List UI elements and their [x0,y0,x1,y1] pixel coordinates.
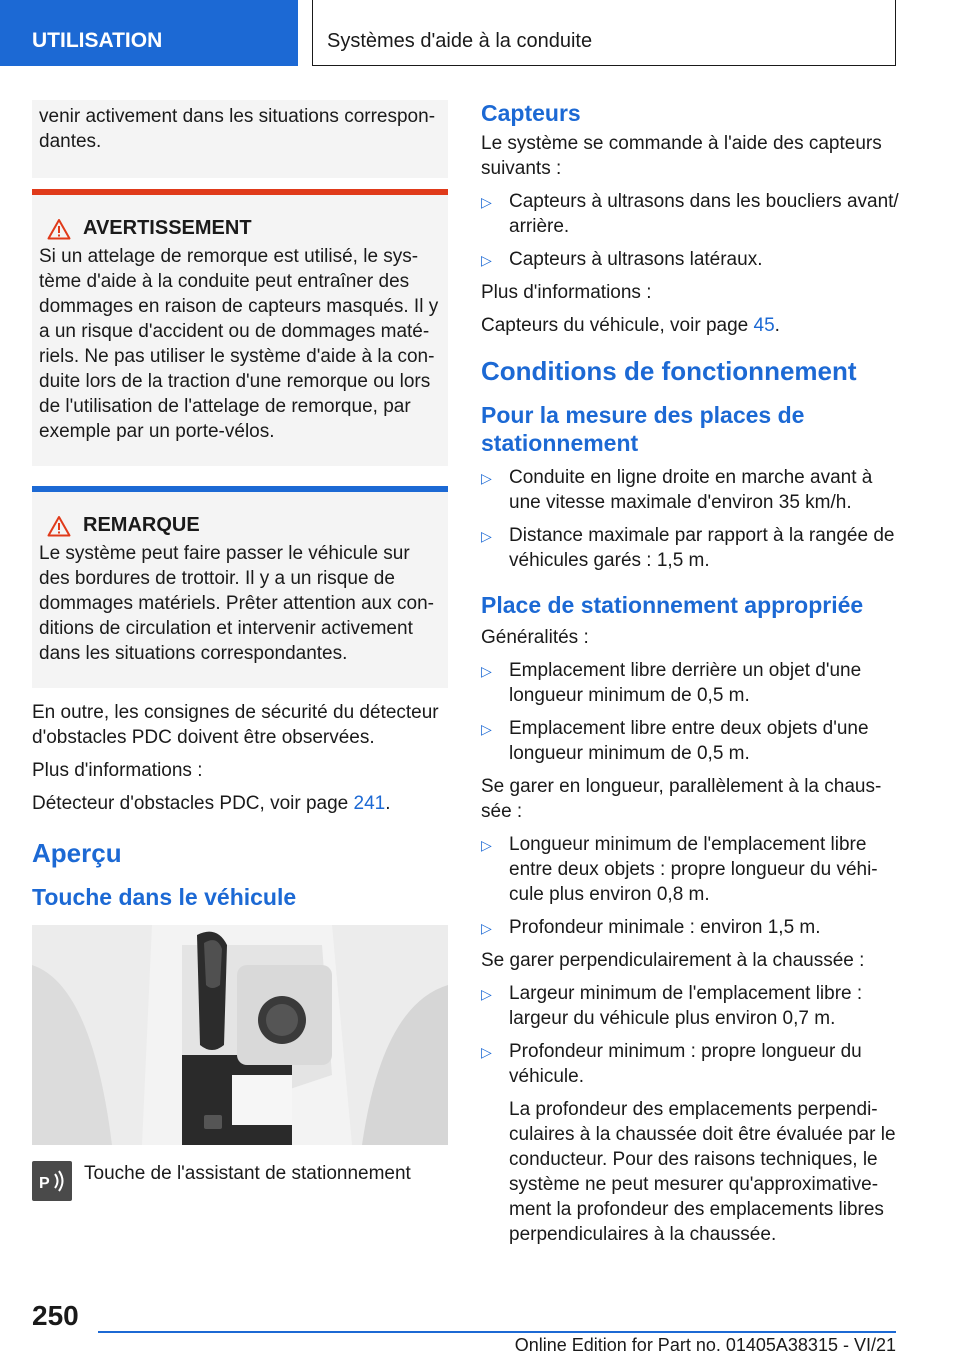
console-photo [32,925,448,1145]
perp-list [481,981,899,1089]
warning-title-text: AVERTISSEMENT [83,217,252,239]
list-item [481,658,899,708]
warning-text: Si un attelage de remorque est utilisé, le sys-tème d'aide à la conduite peut entraîner des dommages en raison de capteurs masqués. Il y a un risque d'accident ou de dommages maté-riels. Ne pas utiliser le système d'aide à la con-duite lors de la traction d'une remorque ou lors de l'utilisation de l'attelage de remorque, par exemple par un porte-vélos. [39,246,439,442]
heading-place: Place de stationnement appropriée [481,592,864,618]
topic-title: Systèmes d'aide à la conduite [312,0,896,66]
heading-touche: Touche dans le véhicule [32,884,297,910]
pdc-page-link[interactable]: 241 [353,793,386,814]
generalites-label: Généralités : [481,627,589,648]
triangle-bullet-icon: ▷ [481,194,492,210]
triangle-bullet-icon: ▷ [481,721,492,737]
list-item-text: Conduite en ligne droite en marche avant à une vitesse maximale d'environ 35 km/h. [509,467,873,513]
more-info-label: Plus d'informations : [481,282,652,303]
triangle-bullet-icon: ▷ [481,1044,492,1060]
list-item [481,465,899,515]
left-column [32,100,448,1201]
heading-mesure: Pour la mesure des places de stationnement [481,402,805,456]
warning-title [47,217,441,240]
pdc-paragraph: En outre, les consignes de sécurité du détecteur d'obstacles PDC doivent être observées. [32,702,439,748]
continued-notice [32,100,448,178]
sensor-reference-text: Capteurs du véhicule, voir page [481,315,754,336]
heading-capteurs: Capteurs [481,100,581,126]
list-item-text: Profondeur minimum : propre longueur du véhicule. [509,1041,862,1087]
list-item [481,523,899,573]
list-item-text: Capteurs à ultrasons latéraux. [509,249,763,270]
list-item-text: Longueur minimum de l'emplacement libre entre deux objets : propre longueur du véhi-cule plus environ 0,8 m. [509,834,878,905]
sensor-reference-end: . [774,315,780,336]
list-item [481,981,899,1031]
page-number: 250 [32,1300,79,1331]
pdc-reference-text: Détecteur d'obstacles PDC, voir page [32,793,354,814]
photo-caption [32,1161,448,1201]
caption-text: Touche de l'assistant de stationnement [84,1163,411,1184]
list-item-text: Profondeur minimale : environ 1,5 m. [509,917,821,938]
perp-intro: Se garer perpendiculairement à la chaussée : [481,950,865,971]
list-item [481,1039,899,1089]
page-header [0,0,960,66]
notice-title-text: REMARQUE [83,514,200,536]
list-item [481,247,899,272]
list-item-text: Emplacement libre entre deux objets d'une longueur minimum de 0,5 m. [509,718,869,764]
parking-assistant-icon [32,1161,72,1201]
notice-box [32,486,448,688]
sensor-reference [481,313,899,338]
triangle-bullet-icon: ▷ [481,470,492,486]
pdc-reference-end: . [385,793,391,814]
list-item-text: Largeur minimum de l'emplacement libre : largeur du véhicule plus environ 0,7 m. [509,983,863,1029]
triangle-bullet-icon: ▷ [481,252,492,268]
notice-triangle-icon [47,515,71,537]
more-info-label: Plus d'informations : [32,760,203,781]
list-item [481,832,899,907]
triangle-bullet-icon: ▷ [481,837,492,853]
generalites-list [481,658,899,766]
triangle-bullet-icon: ▷ [481,528,492,544]
longueur-intro: Se garer en longueur, parallèlement à la chaus-sée : [481,776,882,822]
continued-text: venir activement dans les situations correspon-dantes. [39,106,436,152]
warning-box [32,189,448,466]
list-item-text: Capteurs à ultrasons dans les boucliers avant/ arrière. [509,191,899,237]
list-item [481,915,899,940]
notice-text: Le système peut faire passer le véhicule sur des bordures de trottoir. Il y a un risque de dommages matériels. Prêter attention aux con-ditions de circulation et intervenir activement dans les situations correspondantes. [39,543,434,664]
list-item-text: Emplacement libre derrière un objet d'une longueur minimum de 0,5 m. [509,660,862,706]
triangle-bullet-icon: ▷ [481,986,492,1002]
edition-text: Online Edition for Part no. 01405A38315 - VI/21 [514,1335,896,1355]
sensor-page-link[interactable]: 45 [753,315,775,336]
heading-apercu: Aperçu [32,838,122,868]
footer-rule [98,1331,896,1333]
right-column [481,100,899,1247]
warning-triangle-icon [47,218,71,240]
capteurs-intro: Le système se commande à l'aide des capteurs suivants : [481,133,882,179]
section-tab: UTILISATION [0,0,298,66]
mesure-list [481,465,899,573]
pdc-reference [32,791,448,816]
longueur-list [481,832,899,940]
list-item-text: Distance maximale par rapport à la rangée de véhicules garés : 1,5 m. [509,525,895,571]
notice-title [47,514,441,537]
svg-text:P: P [39,1175,50,1192]
perp-note: La profondeur des emplacements perpendi-culaires à la chaussée doit être évaluée par le conducteur. Pour des raisons techniques, le système ne peut mesurer qu'approximative-ment la profondeur des emplacements libres perpendiculaires à la chaussée. [509,1099,896,1245]
triangle-bullet-icon: ▷ [481,920,492,936]
list-item [481,716,899,766]
triangle-bullet-icon: ▷ [481,663,492,679]
list-item [481,189,899,239]
sensor-list [481,189,899,272]
center-console-illustration [32,925,448,1145]
heading-conditions: Conditions de fonctionnement [481,356,857,386]
